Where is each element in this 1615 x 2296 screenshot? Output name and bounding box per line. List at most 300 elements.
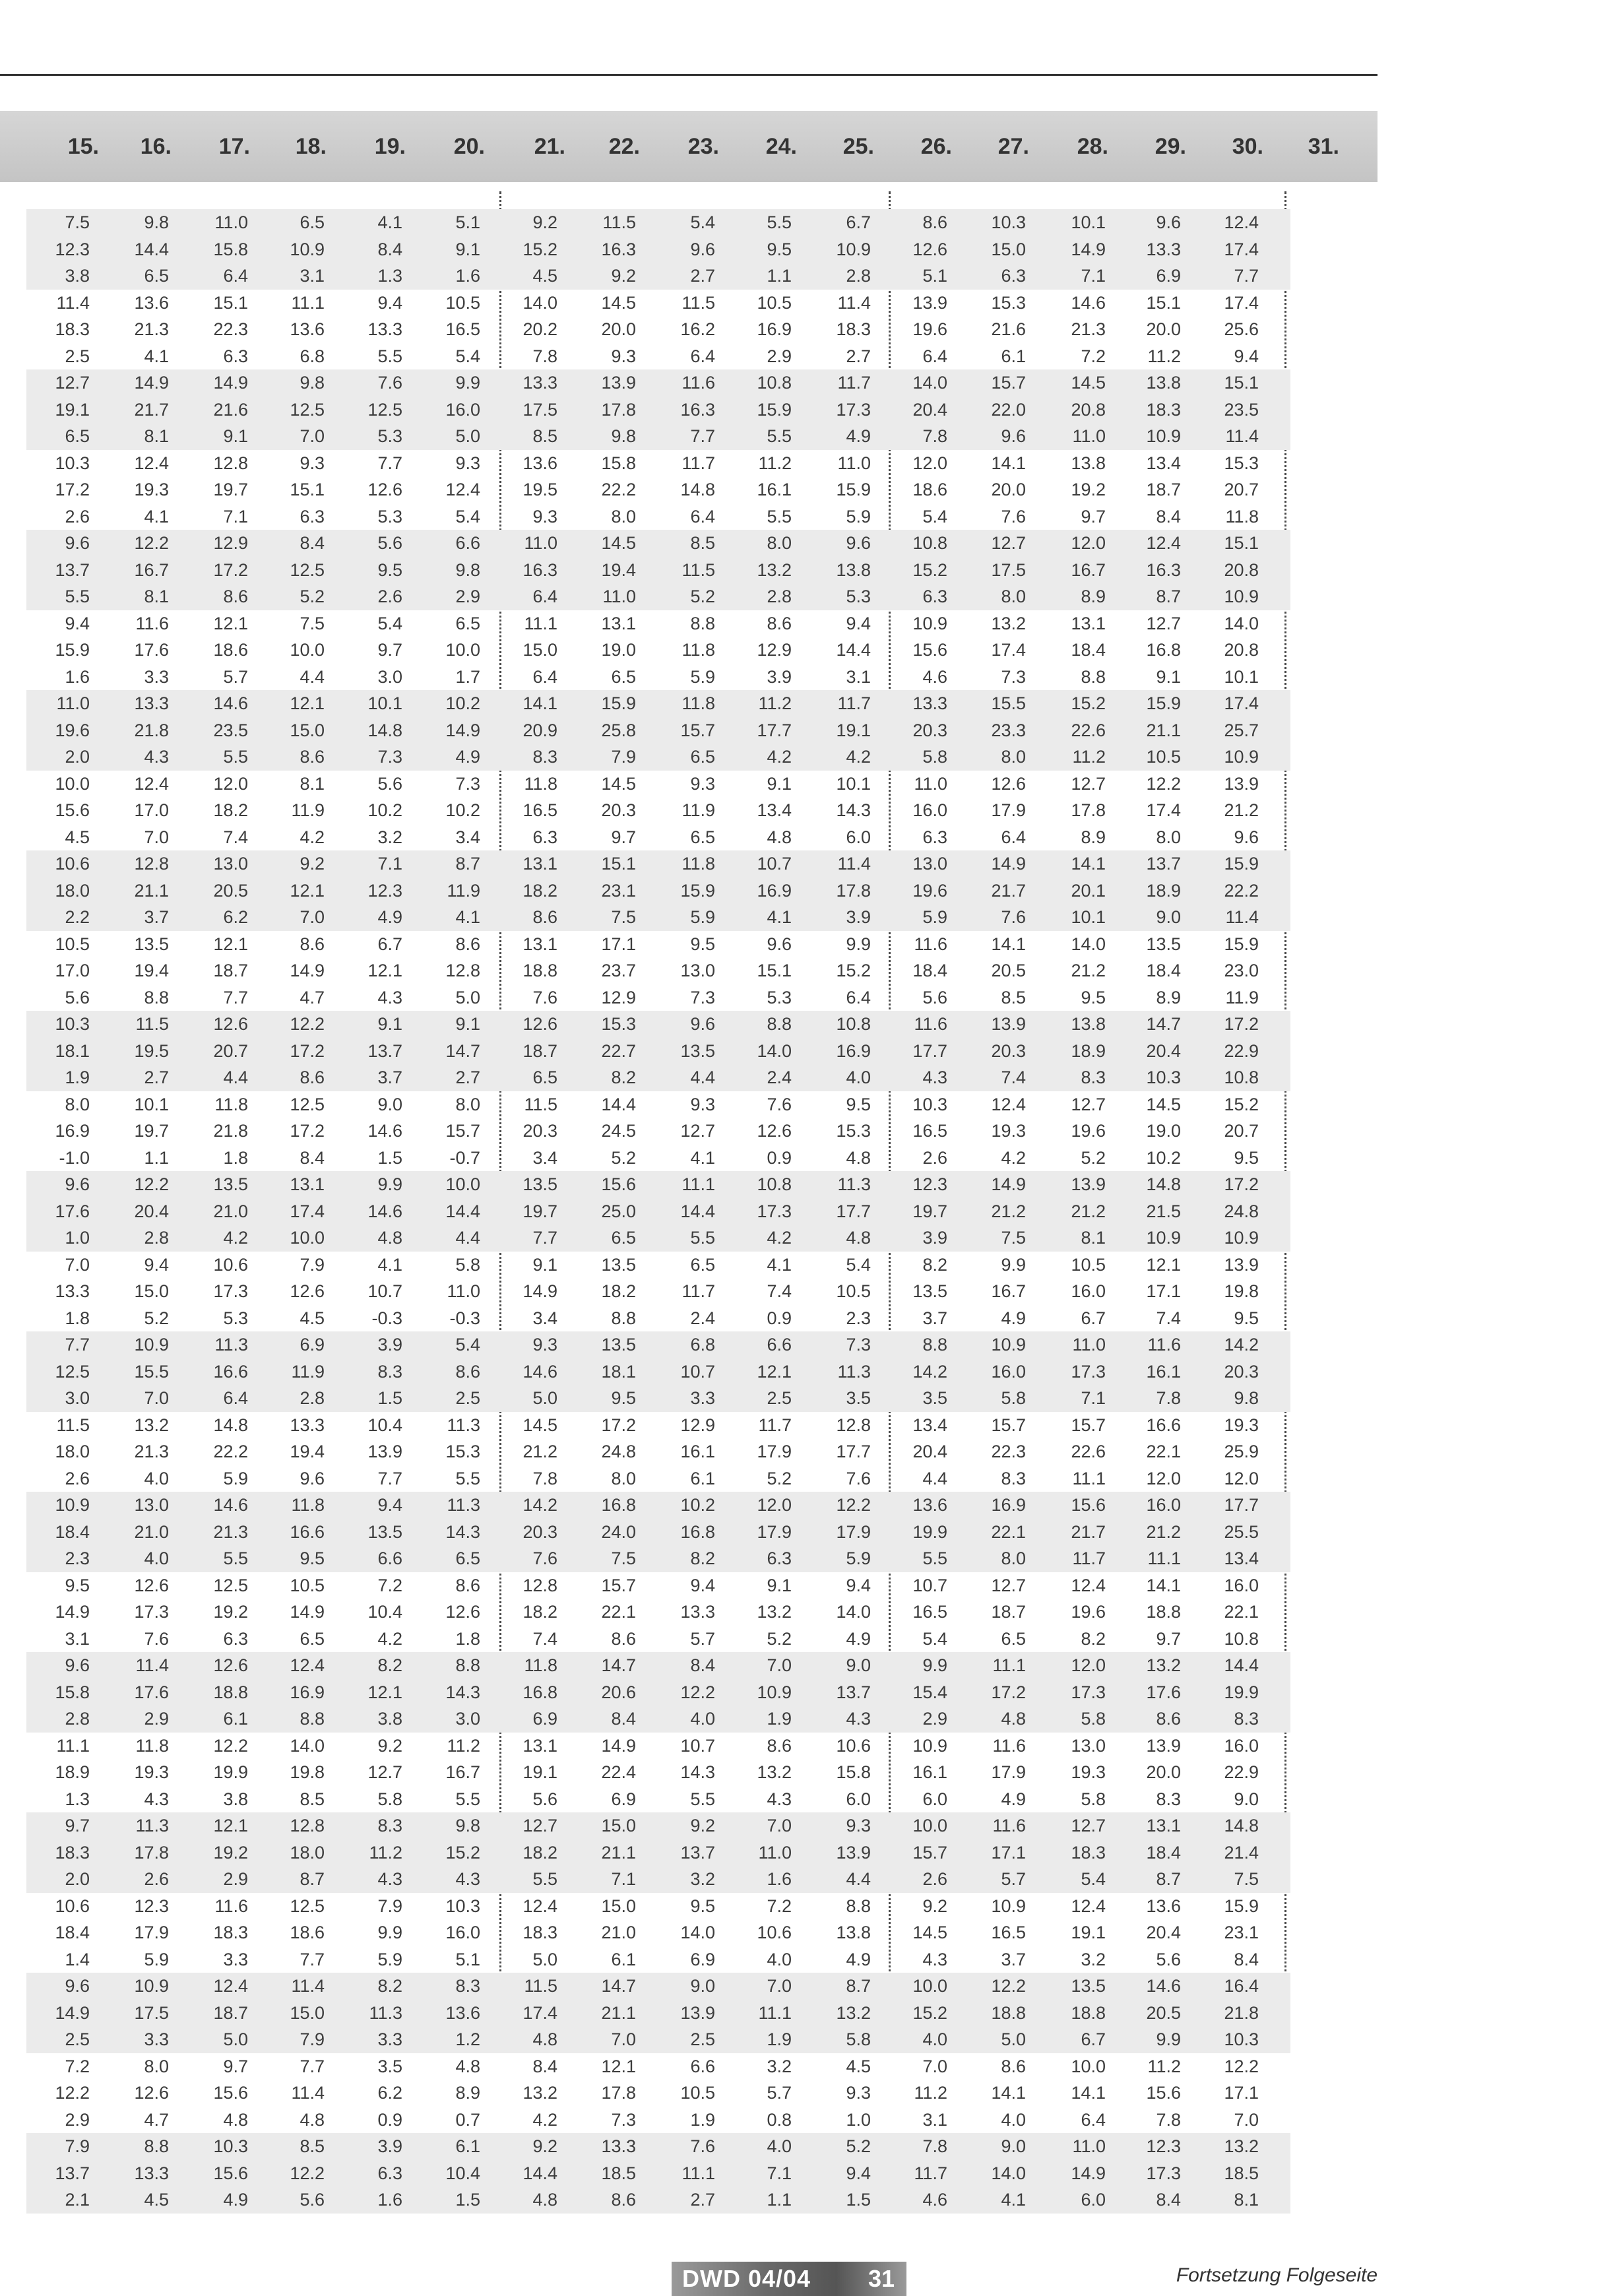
table-cell: 1.2 — [455, 2029, 480, 2049]
table-cell: 7.0 — [144, 827, 169, 847]
table-cell: 7.3 — [1001, 666, 1026, 687]
table-cell: 7.7 — [377, 453, 402, 473]
table-cell: 8.4 — [611, 1709, 636, 1729]
table-cell: 12.4 — [1071, 1575, 1106, 1595]
table-cell: 11.9 — [447, 880, 480, 901]
table-cell: -0.3 — [449, 1308, 480, 1328]
table-cell: 17.7 — [836, 1442, 871, 1461]
table-cell: 14.0 — [522, 292, 557, 313]
table-cell: 12.7 — [1071, 1094, 1106, 1114]
table-cell: 17.1 — [991, 1842, 1026, 1863]
table-cell: 13.5 — [134, 934, 169, 954]
table-cell: 20.3 — [991, 1040, 1026, 1061]
table-cell: 17.2 — [1224, 1174, 1259, 1194]
table-cell: 7.7 — [690, 426, 715, 446]
table-cell: 11.4 — [837, 292, 871, 313]
table-cell: 17.8 — [601, 399, 636, 420]
table-cell: 19.3 — [1071, 1762, 1106, 1782]
table-row — [26, 690, 1290, 717]
table-cell: 15.1 — [290, 480, 325, 499]
table-cell: 3.4 — [532, 1147, 557, 1168]
table-cell: 12.2 — [836, 1495, 871, 1515]
day-header: 19. — [374, 134, 406, 159]
table-cell: 7.0 — [300, 426, 325, 446]
table-cell: 22.2 — [213, 1442, 248, 1461]
table-cell: 7.1 — [611, 1869, 636, 1889]
table-cell: 6.6 — [767, 1335, 792, 1355]
table-cell: 11.3 — [837, 1361, 871, 1382]
table-cell: 8.8 — [690, 613, 715, 633]
table-cell: 5.4 — [922, 1628, 947, 1649]
table-cell: 10.5 — [1071, 1254, 1106, 1275]
table-cell: 17.3 — [134, 1602, 169, 1622]
table-cell: 13.1 — [290, 1174, 325, 1194]
table-cell: 9.6 — [65, 1655, 90, 1675]
table-cell: 17.8 — [836, 880, 871, 901]
table-cell: 0.9 — [377, 2109, 402, 2130]
table-row — [26, 2053, 1290, 2080]
table-cell: 13.5 — [1071, 1976, 1106, 1996]
table-cell: 16.8 — [601, 1495, 636, 1515]
table-cell: 7.6 — [846, 1468, 871, 1488]
table-cell: 3.1 — [300, 266, 325, 286]
table-cell: 11.4 — [1225, 426, 1259, 446]
table-cell: 17.9 — [757, 1521, 792, 1542]
table-cell: 7.7 — [532, 1228, 557, 1248]
table-cell: 10.8 — [836, 1014, 871, 1034]
table-cell: 13.7 — [1146, 854, 1181, 874]
table-cell: 15.0 — [601, 1896, 636, 1916]
day-header: 16. — [140, 134, 172, 159]
table-cell: 15.9 — [757, 399, 792, 420]
table-cell: 1.1 — [767, 2190, 792, 2210]
table-cell: 13.1 — [522, 854, 557, 874]
table-cell: 18.1 — [601, 1361, 636, 1382]
table-cell: 13.5 — [367, 1521, 402, 1542]
table-cell: 9.5 — [846, 1094, 871, 1114]
table-cell: 15.2 — [836, 961, 871, 980]
table-cell: 11.3 — [447, 1495, 480, 1515]
table-cell: 8.5 — [690, 533, 715, 553]
table-cell: 7.4 — [1156, 1308, 1181, 1328]
table-cell: 11.3 — [837, 1174, 871, 1194]
table-cell: 17.3 — [836, 399, 871, 420]
table-cell: 7.0 — [767, 1655, 792, 1675]
table-cell: 12.9 — [757, 640, 792, 660]
table-cell: 11.7 — [837, 693, 871, 713]
table-cell: 13.3 — [134, 693, 169, 713]
table-cell: 9.5 — [377, 559, 402, 580]
table-cell: 14.7 — [1146, 1014, 1181, 1034]
table-cell: 7.6 — [144, 1628, 169, 1649]
table-cell: 9.7 — [611, 827, 636, 847]
table-cell: 7.2 — [1081, 346, 1106, 366]
table-cell: 15.5 — [134, 1361, 169, 1382]
table-cell: 16.1 — [1146, 1361, 1181, 1382]
table-cell: 2.7 — [455, 1068, 480, 1087]
table-cell: 11.5 — [56, 1415, 90, 1435]
table-row — [26, 2133, 1290, 2160]
table-cell: 9.3 — [690, 773, 715, 794]
table-cell: 17.7 — [757, 720, 792, 740]
table-cell: 10.3 — [991, 212, 1026, 232]
table-cell: 11.4 — [291, 2083, 325, 2103]
table-cell: 17.2 — [290, 1040, 325, 1061]
table-cell: 10.9 — [1146, 426, 1181, 446]
table-cell: 10.1 — [134, 1094, 169, 1114]
table-row — [26, 824, 1290, 851]
table-row — [26, 1145, 1290, 1172]
table-cell: 22.1 — [1146, 1442, 1181, 1461]
table-cell: 8.3 — [455, 1976, 480, 1996]
temperature-table — [26, 209, 1290, 2210]
table-cell: 19.0 — [1146, 1121, 1181, 1141]
table-cell: 13.3 — [601, 2136, 636, 2156]
table-cell: 4.3 — [144, 747, 169, 767]
table-cell: 25.7 — [1224, 720, 1259, 740]
table-cell: 11.6 — [1147, 1335, 1181, 1355]
table-cell: 13.8 — [836, 1923, 871, 1942]
table-cell: 10.2 — [445, 800, 480, 820]
table-cell: 14.0 — [991, 2163, 1026, 2183]
table-cell: 12.4 — [1071, 1896, 1106, 1916]
table-cell: 23.3 — [991, 720, 1026, 740]
table-cell: 11.6 — [992, 1816, 1026, 1835]
table-cell: 15.9 — [1224, 854, 1259, 874]
table-cell: 4.1 — [455, 907, 480, 927]
table-cell: 12.6 — [213, 1014, 248, 1034]
table-cell: 2.8 — [767, 587, 792, 606]
table-cell: 16.3 — [601, 239, 636, 259]
table-cell: 13.6 — [290, 319, 325, 339]
table-cell: 18.2 — [522, 880, 557, 901]
table-cell: 21.8 — [1224, 2002, 1259, 2023]
table-cell: 8.4 — [300, 1147, 325, 1168]
table-row — [26, 343, 1290, 370]
table-row — [26, 1412, 1290, 1439]
table-cell: 5.8 — [846, 2029, 871, 2049]
table-cell: 12.2 — [290, 1014, 325, 1034]
table-row — [26, 771, 1290, 798]
table-cell: 10.9 — [55, 1495, 90, 1515]
table-cell: 9.4 — [846, 2163, 871, 2183]
table-cell: 20.4 — [912, 1442, 947, 1461]
table-cell: 9.0 — [1001, 2136, 1026, 2156]
table-cell: 13.3 — [912, 693, 947, 713]
table-cell: 5.9 — [690, 666, 715, 687]
table-cell: 16.3 — [680, 399, 715, 420]
table-cell: 5.3 — [377, 426, 402, 446]
table-cell: 7.7 — [377, 1468, 402, 1488]
table-cell: 15.1 — [757, 961, 792, 980]
table-cell: 16.0 — [1224, 1575, 1259, 1595]
table-cell: 11.2 — [369, 1842, 402, 1863]
table-cell: 3.5 — [377, 2056, 402, 2076]
table-cell: 13.9 — [601, 373, 636, 393]
table-cell: 13.0 — [213, 854, 248, 874]
table-cell: 4.8 — [1001, 1709, 1026, 1729]
table-cell: 17.8 — [134, 1842, 169, 1863]
table-cell: 12.6 — [134, 2083, 169, 2103]
table-cell: 11.2 — [914, 2083, 947, 2103]
table-cell: 14.1 — [991, 2083, 1026, 2103]
table-cell: 4.3 — [455, 1869, 480, 1889]
table-cell: 11.1 — [524, 613, 557, 633]
table-cell: 19.6 — [1071, 1121, 1106, 1141]
table-cell: 21.3 — [134, 1442, 169, 1461]
table-cell: 12.2 — [680, 1682, 715, 1702]
table-cell: 10.5 — [55, 934, 90, 954]
table-cell: 4.9 — [1001, 1789, 1026, 1809]
table-cell: 9.4 — [144, 1254, 169, 1275]
table-cell: -0.3 — [371, 1308, 402, 1328]
table-row — [26, 476, 1290, 503]
table-cell: 12.4 — [290, 1655, 325, 1675]
table-cell: 4.1 — [767, 907, 792, 927]
table-cell: 14.1 — [1071, 2083, 1106, 2103]
table-cell: 12.1 — [1146, 1254, 1181, 1275]
table-cell: 12.7 — [367, 1762, 402, 1782]
table-cell: 17.3 — [1146, 2163, 1181, 2183]
table-row — [26, 2160, 1290, 2187]
table-cell: 8.4 — [377, 239, 402, 259]
table-cell: 3.9 — [377, 1335, 402, 1355]
table-cell: 14.8 — [1146, 1174, 1181, 1194]
table-cell: 9.8 — [611, 426, 636, 446]
table-cell: 4.7 — [300, 987, 325, 1007]
table-cell: 9.6 — [1001, 426, 1026, 446]
table-cell: 17.5 — [991, 559, 1026, 580]
table-cell: 14.9 — [55, 1602, 90, 1622]
table-cell: 18.4 — [1071, 640, 1106, 660]
table-cell: 6.5 — [300, 1628, 325, 1649]
table-cell: 19.1 — [1071, 1923, 1106, 1942]
table-cell: 22.1 — [601, 1602, 636, 1622]
table-cell: 10.1 — [1071, 212, 1106, 232]
table-cell: 17.6 — [134, 640, 169, 660]
table-cell: 19.1 — [55, 399, 90, 420]
table-cell: 20.8 — [1071, 399, 1106, 420]
table-cell: 16.1 — [912, 1762, 947, 1782]
table-cell: 7.3 — [611, 2109, 636, 2130]
table-cell: 12.8 — [213, 453, 248, 473]
table-cell: 15.0 — [991, 239, 1026, 259]
table-cell: 10.3 — [445, 1896, 480, 1916]
table-cell: 2.2 — [65, 907, 90, 927]
table-cell: 21.3 — [213, 1521, 248, 1542]
table-cell: 14.4 — [445, 1201, 480, 1221]
table-cell: 11.8 — [135, 1735, 169, 1756]
table-cell: 5.9 — [377, 1949, 402, 1969]
table-cell: 3.7 — [377, 1068, 402, 1087]
table-row — [26, 1759, 1290, 1786]
table-cell: 8.0 — [1156, 827, 1181, 847]
table-cell: 14.4 — [522, 2163, 557, 2183]
table-cell: 18.8 — [522, 961, 557, 980]
day-header: 17. — [218, 134, 250, 159]
table-cell: 16.7 — [445, 1762, 480, 1782]
table-cell: 5.5 — [377, 346, 402, 366]
table-cell: 5.8 — [377, 1789, 402, 1809]
table-row — [26, 1465, 1290, 1492]
table-cell: 1.1 — [767, 266, 792, 286]
table-cell: 11.3 — [214, 1335, 248, 1355]
table-cell: 2.0 — [65, 747, 90, 767]
table-cell: 7.2 — [767, 1896, 792, 1916]
table-cell: 11.1 — [1072, 1468, 1106, 1488]
table-cell: 3.2 — [767, 2056, 792, 2076]
table-cell: 4.9 — [846, 426, 871, 446]
table-cell: 18.7 — [1146, 480, 1181, 499]
table-cell: 11.6 — [914, 934, 947, 954]
table-cell: 6.4 — [532, 587, 557, 606]
table-cell: 10.3 — [55, 1014, 90, 1034]
table-cell: 12.6 — [367, 480, 402, 499]
table-cell: 2.3 — [65, 1548, 90, 1568]
table-cell: 8.0 — [144, 2056, 169, 2076]
table-cell: 10.1 — [1071, 907, 1106, 927]
table-cell: 7.9 — [611, 747, 636, 767]
table-row — [26, 1706, 1290, 1733]
table-cell: 15.7 — [991, 373, 1026, 393]
table-cell: 14.9 — [134, 373, 169, 393]
table-cell: 7.9 — [300, 2029, 325, 2049]
table-cell: 3.1 — [922, 2109, 947, 2130]
table-cell: 16.9 — [757, 880, 792, 901]
table-cell: 12.4 — [213, 1976, 248, 1996]
table-cell: 4.1 — [377, 212, 402, 232]
table-cell: 4.2 — [377, 1628, 402, 1649]
table-cell: 17.5 — [522, 399, 557, 420]
table-cell: 2.7 — [690, 2190, 715, 2210]
table-cell: 1.6 — [767, 1869, 792, 1889]
table-cell: 8.7 — [1156, 587, 1181, 606]
table-cell: 4.0 — [690, 1709, 715, 1729]
day-header: 18. — [295, 134, 327, 159]
table-cell: 14.6 — [1146, 1976, 1181, 1996]
table-cell: 4.1 — [377, 1254, 402, 1275]
table-cell: 18.7 — [522, 1040, 557, 1061]
table-cell: 11.0 — [1072, 2136, 1106, 2156]
table-cell: 24.8 — [601, 1442, 636, 1461]
table-cell: 9.2 — [532, 212, 557, 232]
table-cell: 10.6 — [836, 1735, 871, 1756]
table-cell: 12.4 — [134, 453, 169, 473]
table-cell: 3.2 — [377, 827, 402, 847]
table-cell: 21.2 — [1071, 1201, 1106, 1221]
table-cell: 22.6 — [1071, 720, 1106, 740]
table-cell: 11.4 — [837, 854, 871, 874]
table-cell: 21.2 — [1071, 961, 1106, 980]
table-row — [26, 2000, 1290, 2027]
table-cell: 17.2 — [601, 1415, 636, 1435]
table-cell: 14.5 — [912, 1923, 947, 1942]
table-cell: 21.1 — [601, 1842, 636, 1863]
table-cell: 12.4 — [445, 480, 480, 499]
table-cell: 12.8 — [445, 961, 480, 980]
table-cell: 16.9 — [991, 1495, 1026, 1515]
table-cell: 5.4 — [846, 1254, 871, 1275]
table-cell: 6.3 — [377, 2163, 402, 2183]
table-cell: 5.2 — [767, 1468, 792, 1488]
table-cell: 21.5 — [1146, 1201, 1181, 1221]
table-cell: 8.8 — [846, 1896, 871, 1916]
table-cell: 20.3 — [912, 720, 947, 740]
table-cell: 10.0 — [55, 773, 90, 794]
table-cell: 4.2 — [1001, 1147, 1026, 1168]
table-cell: 13.0 — [680, 961, 715, 980]
table-cell: 18.1 — [55, 1040, 90, 1061]
table-cell: 12.8 — [522, 1575, 557, 1595]
table-cell: 19.8 — [1224, 1281, 1259, 1301]
table-cell: 10.0 — [290, 1228, 325, 1248]
table-cell: 8.8 — [300, 1709, 325, 1729]
table-cell: 10.4 — [445, 2163, 480, 2183]
table-cell: 9.4 — [65, 613, 90, 633]
table-cell: 4.1 — [1001, 2190, 1026, 2210]
day-header: 29. — [1155, 134, 1186, 159]
table-cell: 11.0 — [214, 212, 248, 232]
day-header: 22. — [608, 134, 640, 159]
table-cell: 5.1 — [922, 266, 947, 286]
table-cell: 5.5 — [223, 747, 248, 767]
table-cell: 9.3 — [532, 506, 557, 526]
table-cell: 4.0 — [767, 1949, 792, 1969]
table-cell: 8.6 — [455, 934, 480, 954]
table-cell: 12.1 — [290, 880, 325, 901]
table-cell: 15.6 — [1071, 1495, 1106, 1515]
table-cell: 4.3 — [377, 987, 402, 1007]
table-cell: 13.2 — [1224, 2136, 1259, 2156]
table-cell: 8.3 — [1234, 1709, 1259, 1729]
table-cell: 18.0 — [55, 1442, 90, 1461]
table-cell: 9.5 — [1234, 1308, 1259, 1328]
table-cell: 15.1 — [601, 854, 636, 874]
day-header: 21. — [534, 134, 565, 159]
table-cell: 5.0 — [532, 1388, 557, 1408]
table-cell: 17.9 — [991, 800, 1026, 820]
table-cell: 19.4 — [134, 961, 169, 980]
table-cell: 12.7 — [1071, 773, 1106, 794]
table-cell: 13.4 — [757, 800, 792, 820]
table-cell: 5.8 — [1081, 1789, 1106, 1809]
table-cell: 12.6 — [757, 1121, 792, 1141]
table-cell: 5.5 — [455, 1468, 480, 1488]
table-cell: 4.8 — [455, 2056, 480, 2076]
table-cell: 12.4 — [522, 1896, 557, 1916]
table-cell: 15.8 — [213, 239, 248, 259]
table-cell: 7.1 — [767, 2163, 792, 2183]
table-cell: 10.0 — [1071, 2056, 1106, 2076]
table-cell: 10.6 — [55, 854, 90, 874]
table-cell: 18.5 — [1224, 2163, 1259, 2183]
table-cell: 8.3 — [377, 1361, 402, 1382]
table-cell: 3.3 — [144, 666, 169, 687]
table-cell: 6.5 — [300, 212, 325, 232]
table-cell: 11.2 — [447, 1735, 480, 1756]
table-cell: 0.9 — [767, 1147, 792, 1168]
table-cell: 7.7 — [1234, 266, 1259, 286]
table-cell: 5.2 — [690, 587, 715, 606]
table-row — [26, 1919, 1290, 1946]
table-cell: 5.3 — [223, 1308, 248, 1328]
table-row — [26, 610, 1290, 637]
table-cell: 15.5 — [991, 693, 1026, 713]
table-cell: 14.8 — [680, 480, 715, 499]
table-cell: 10.9 — [134, 1976, 169, 1996]
table-cell: 7.0 — [767, 1976, 792, 1996]
table-row — [26, 2186, 1290, 2214]
